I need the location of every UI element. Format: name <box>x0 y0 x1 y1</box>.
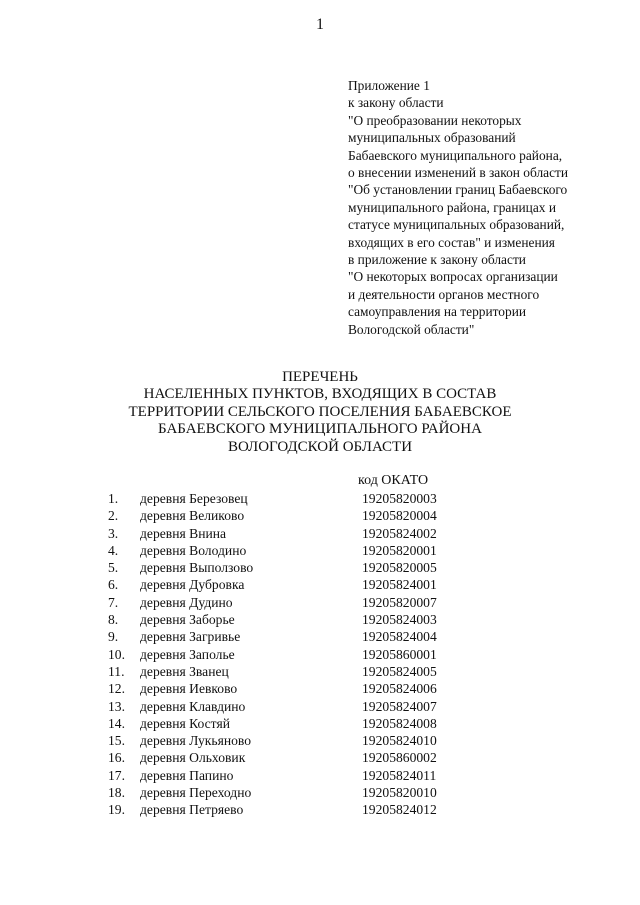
list-item <box>0 525 640 542</box>
list-item <box>0 784 640 801</box>
list-item <box>0 559 640 576</box>
settlement-name: деревня Ольховик <box>140 750 246 766</box>
settlement-name: деревня Переходно <box>140 785 252 801</box>
okato-code: 19205820003 <box>362 491 437 506</box>
settlement-number: 2. <box>108 508 119 524</box>
title-line: БАБАЕВСКОГО МУНИЦИПАЛЬНОГО РАЙОНА <box>158 421 482 438</box>
document-title <box>0 369 640 456</box>
list-item <box>0 680 640 697</box>
list-item <box>0 663 640 680</box>
list-item <box>0 715 640 732</box>
settlement-number: 6. <box>108 577 119 593</box>
settlement-name: деревня Володино <box>140 542 247 558</box>
settlement-number: 11. <box>108 663 125 679</box>
settlement-name: деревня Лукьяново <box>140 733 252 749</box>
list-item <box>0 801 640 818</box>
annex-line: Приложение 1 <box>348 78 430 93</box>
settlement-number: 10. <box>108 646 125 662</box>
annex-reference <box>348 77 628 338</box>
settlement-number: 5. <box>108 560 119 576</box>
okato-code: 19205820010 <box>362 785 437 801</box>
list-item <box>0 594 640 611</box>
page-number: 1 <box>316 16 324 33</box>
list-item <box>0 767 640 784</box>
settlement-number: 3. <box>108 525 119 541</box>
annex-line: самоуправления на территории <box>348 304 527 320</box>
okato-code: 19205820005 <box>362 560 437 576</box>
list-item <box>0 646 640 663</box>
annex-line: в приложение к закону области <box>348 252 526 268</box>
title-line: НАСЕЛЕННЫХ ПУНКТОВ, ВХОДЯЩИХ В СОСТАВ <box>143 386 497 403</box>
list-item <box>0 732 640 749</box>
okato-code: 19205824002 <box>362 525 437 541</box>
settlement-number: 16. <box>108 750 125 766</box>
settlement-name: деревня Папино <box>140 767 234 783</box>
settlement-number: 12. <box>108 681 125 697</box>
okato-code: 19205824003 <box>362 612 437 628</box>
settlement-number: 9. <box>108 629 119 645</box>
settlement-number: 7. <box>108 594 119 610</box>
list-item <box>0 490 640 507</box>
okato-code: 19205824001 <box>362 577 437 593</box>
settlement-name: деревня Великово <box>140 508 245 524</box>
annex-line: к закону области <box>348 95 444 111</box>
settlement-name: деревня Внина <box>140 525 227 541</box>
settlement-name: деревня Выползово <box>140 560 254 576</box>
settlement-name: деревня Иевково <box>140 681 238 697</box>
settlement-number: 13. <box>108 698 125 714</box>
settlement-list <box>0 490 640 819</box>
annex-line: Бабаевского муниципального района, <box>348 147 563 163</box>
annex-line: "Об установлении границ Бабаевского <box>348 182 568 198</box>
settlement-number: 1. <box>108 491 119 506</box>
annex-line: "О некоторых вопросах организации <box>348 269 558 285</box>
okato-code: 19205824011 <box>362 767 437 783</box>
okato-code: 19205820001 <box>362 542 437 558</box>
okato-code: 19205824005 <box>362 663 437 679</box>
okato-code: 19205820004 <box>362 508 437 524</box>
okato-code: 19205824007 <box>362 698 437 714</box>
settlement-number: 19. <box>108 802 125 818</box>
settlement-name: деревня Клавдино <box>140 698 246 714</box>
annex-line: муниципальных образований <box>348 130 516 146</box>
annex-line: статусе муниципальных образований, <box>348 217 565 233</box>
list-item <box>0 576 640 593</box>
list-item <box>0 542 640 559</box>
list-item <box>0 507 640 524</box>
annex-line: "О преобразовании некоторых <box>348 112 522 128</box>
title-line: ВОЛОГОДСКОЙ ОБЛАСТИ <box>227 438 413 455</box>
settlement-name: деревня Дудино <box>140 594 233 610</box>
settlement-number: 14. <box>108 715 125 731</box>
annex-line: о внесении изменений в закон области <box>348 165 569 181</box>
settlement-name: деревня Заборье <box>140 612 235 628</box>
okato-code: 19205860002 <box>362 750 437 766</box>
settlement-name: деревня Заполье <box>140 646 235 662</box>
settlement-name: деревня Дубровка <box>140 577 245 593</box>
title-line: ПЕРЕЧЕНЬ <box>282 369 358 385</box>
annex-line: входящих в его состав" и изменения <box>348 234 555 250</box>
okato-code: 19205824010 <box>362 733 437 749</box>
settlement-name: деревня Петряево <box>140 802 244 818</box>
list-item <box>0 698 640 715</box>
settlement-name: деревня Загривье <box>140 629 241 645</box>
okato-column-header: код ОКАТО <box>358 473 429 488</box>
settlement-number: 18. <box>108 785 125 801</box>
settlement-name: деревня Костяй <box>140 715 230 731</box>
settlement-number: 17. <box>108 767 125 783</box>
settlement-number: 15. <box>108 733 125 749</box>
annex-line: муниципального района, границах и <box>348 199 556 215</box>
list-item <box>0 628 640 645</box>
settlement-number: 8. <box>108 612 119 628</box>
okato-code: 19205824012 <box>362 802 437 818</box>
settlement-number: 4. <box>108 542 119 558</box>
okato-code: 19205824006 <box>362 681 437 697</box>
settlement-name: деревня Березовец <box>140 491 248 506</box>
okato-code: 19205860001 <box>362 646 437 662</box>
annex-line: и деятельности органов местного <box>348 286 540 302</box>
title-line: ТЕРРИТОРИИ СЕЛЬСКОГО ПОСЕЛЕНИЯ БАБАЕВСКОЕ <box>128 403 512 420</box>
list-item <box>0 749 640 766</box>
list-item <box>0 611 640 628</box>
settlement-name: деревня Званец <box>140 663 229 679</box>
okato-code: 19205820007 <box>362 594 437 610</box>
okato-code: 19205824004 <box>362 629 437 645</box>
annex-line: Вологодской области" <box>348 321 475 337</box>
okato-code: 19205824008 <box>362 715 437 731</box>
